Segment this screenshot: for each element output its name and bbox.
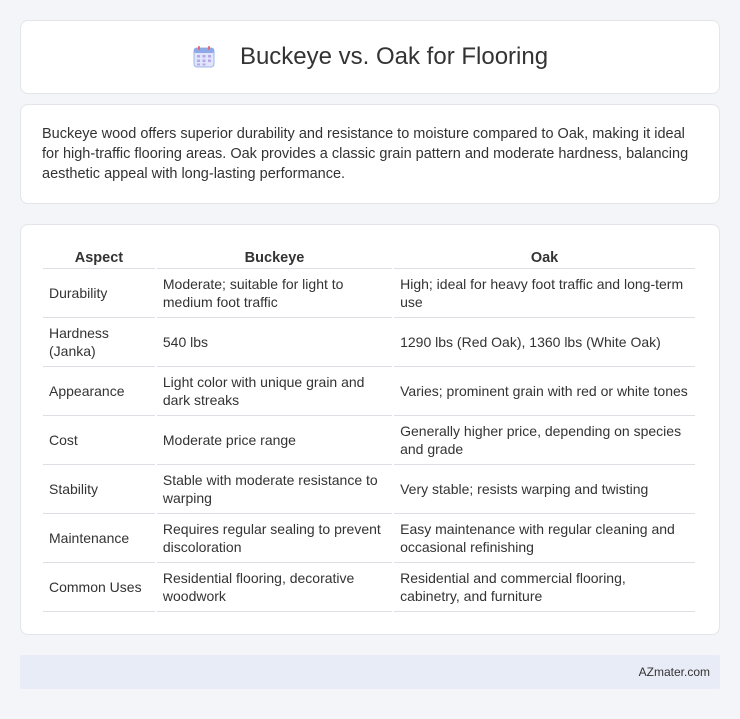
cell-aspect: Maintenance: [43, 514, 155, 563]
title-card: [20, 20, 720, 94]
cell-buckeye: 540 lbs: [157, 318, 392, 367]
header-oak: Oak: [394, 247, 695, 269]
comparison-table: [41, 247, 697, 612]
cell-aspect: Appearance: [43, 367, 155, 416]
cell-oak: 1290 lbs (Red Oak), 1360 lbs (White Oak): [394, 318, 695, 367]
calendar-icon: [192, 45, 216, 69]
table-row: [43, 563, 695, 612]
table-row: [43, 514, 695, 563]
table-row: [43, 465, 695, 514]
cell-aspect: Hardness (Janka): [43, 318, 155, 367]
table-header-row: [43, 247, 695, 269]
cell-oak: Residential and commercial flooring, cabinetry, and furniture: [394, 563, 695, 612]
table-row: [43, 367, 695, 416]
summary-card: [20, 104, 720, 204]
cell-aspect: Durability: [43, 269, 155, 318]
summary-text: Buckeye wood offers superior durability and resistance to moisture compared to Oak, making it ideal for high-traffic flooring areas. Oak provides a classic grain pattern and moderate hardness, balancing aesthetic appeal with long-lasting performance.: [42, 126, 689, 182]
cell-buckeye: Stable with moderate resistance to warping: [157, 465, 392, 514]
cell-buckeye: Moderate; suitable for light to medium foot traffic: [157, 269, 392, 318]
cell-oak: Generally higher price, depending on species and grade: [394, 416, 695, 465]
cell-aspect: Cost: [43, 416, 155, 465]
table-row: [43, 269, 695, 318]
cell-oak: Varies; prominent grain with red or white tones: [394, 367, 695, 416]
header-aspect: Aspect: [43, 247, 155, 269]
page-title: Buckeye vs. Oak for Flooring: [239, 43, 549, 70]
table-row: [43, 318, 695, 367]
cell-oak: Very stable; resists warping and twisting: [394, 465, 695, 514]
cell-buckeye: Residential flooring, decorative woodwork: [157, 563, 392, 612]
cell-buckeye: Moderate price range: [157, 416, 392, 465]
footer-bar: [20, 655, 720, 689]
comparison-table-card: [20, 224, 720, 635]
cell-buckeye: Requires regular sealing to prevent discoloration: [157, 514, 392, 563]
cell-aspect: Stability: [43, 465, 155, 514]
footer-brand: AZmater.com: [638, 665, 710, 679]
cell-oak: Easy maintenance with regular cleaning and occasional refinishing: [394, 514, 695, 563]
cell-oak: High; ideal for heavy foot traffic and long-term use: [394, 269, 695, 318]
table-row: [43, 416, 695, 465]
cell-buckeye: Light color with unique grain and dark streaks: [157, 367, 392, 416]
cell-aspect: Common Uses: [43, 563, 155, 612]
header-buckeye: Buckeye: [157, 247, 392, 269]
title-row: [192, 43, 548, 71]
